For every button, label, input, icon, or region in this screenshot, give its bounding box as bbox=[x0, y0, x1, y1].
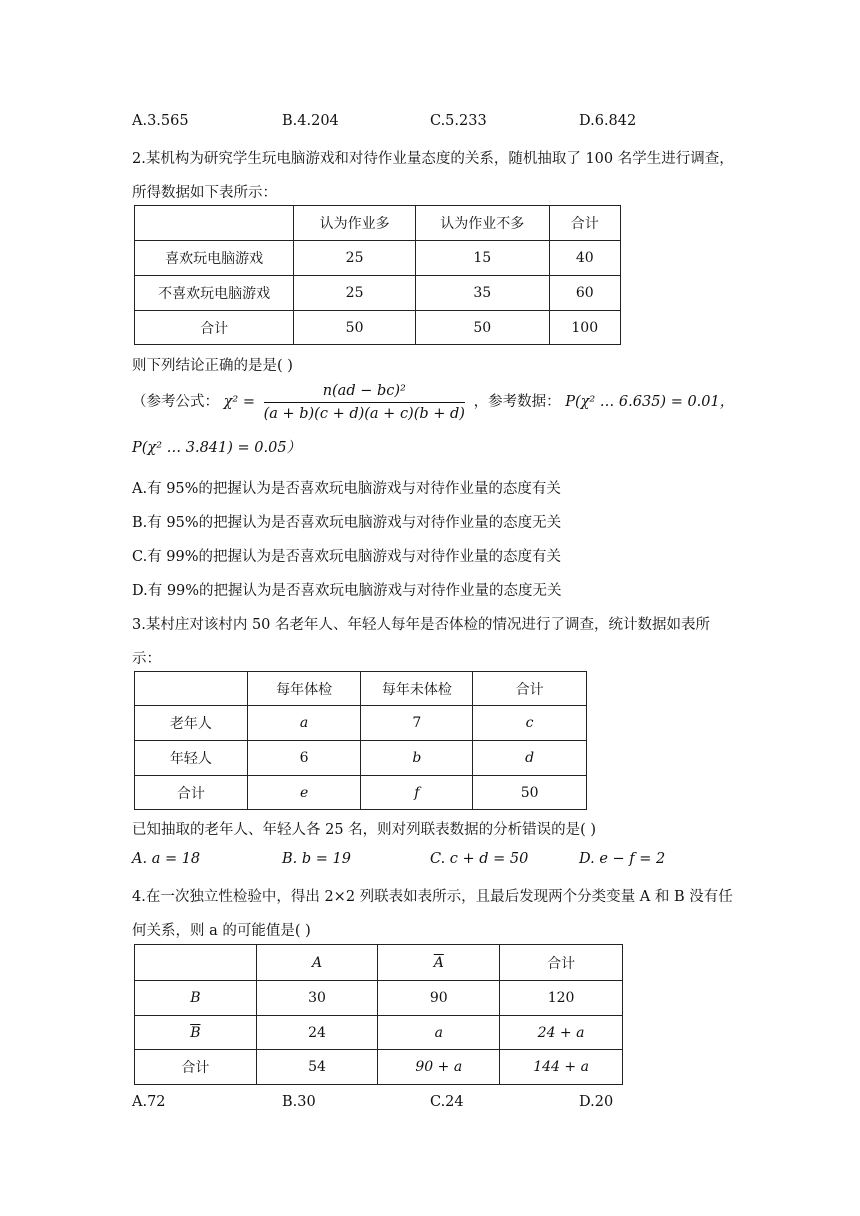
q4-header-cell bbox=[135, 945, 257, 981]
table-row bbox=[135, 706, 587, 741]
q2-cell: 15 bbox=[415, 241, 549, 276]
q3-stem-line1: 3.某村庄对该村内 50 名老年人、年轻人每年是否体检的情况进行了调查，统计数据如表所 bbox=[132, 617, 710, 633]
q3-cell: 年轻人 bbox=[135, 741, 248, 776]
q1-option-c: C.5.233 bbox=[430, 113, 487, 129]
q2-header-cell: 认为作业不多 bbox=[415, 206, 549, 241]
q4-row-b: B bbox=[135, 981, 257, 1016]
q2-option-b: B.有 95%的把握认为是否喜欢玩电脑游戏与对待作业量的态度无关 bbox=[132, 515, 562, 531]
q4-header-a: A bbox=[256, 945, 378, 981]
q4-table bbox=[134, 944, 623, 1085]
table-row bbox=[135, 276, 621, 311]
q2-table-header bbox=[135, 206, 621, 241]
q1-options bbox=[132, 113, 772, 133]
q4-header-cell: 合计 bbox=[500, 945, 623, 981]
table-row bbox=[135, 981, 623, 1016]
q4-cell: 合计 bbox=[135, 1050, 257, 1085]
q4-cell: 24 + a bbox=[500, 1016, 623, 1050]
q4-option-a: A.72 bbox=[132, 1094, 166, 1110]
q4-cell: 144 + a bbox=[500, 1050, 623, 1085]
table-row bbox=[135, 1050, 623, 1085]
q3-option-b: B. b = 19 bbox=[282, 851, 351, 867]
q4-cell: 120 bbox=[500, 981, 623, 1016]
q4-cell: 90 bbox=[378, 981, 500, 1016]
q3-cell: 6 bbox=[247, 741, 361, 776]
q2-formula-line bbox=[132, 380, 734, 424]
q3-cell: d bbox=[473, 741, 587, 776]
formula-denominator: (a + b)(c + d)(a + c)(b + d) bbox=[263, 405, 465, 422]
q3-question: 已知抽取的老年人、年轻人各 25 名，则对列联表数据的分析错误的是( ) bbox=[132, 822, 597, 838]
formula-prefix: （参考公式： bbox=[132, 394, 219, 410]
q2-stem-line1: 2.某机构为研究学生玩电脑游戏和对待作业量态度的关系，随机抽取了 100 名学生进行调查， bbox=[132, 151, 734, 167]
formula-numerator: n(ad − bc)² bbox=[264, 382, 465, 403]
formula-lhs: χ² = bbox=[223, 394, 255, 410]
q2-cell: 35 bbox=[415, 276, 549, 311]
q2-cell: 50 bbox=[294, 311, 416, 345]
q1-option-a: A.3.565 bbox=[132, 113, 189, 129]
table-row bbox=[135, 1016, 623, 1050]
q2-cell: 25 bbox=[294, 241, 416, 276]
q2-cell: 40 bbox=[549, 241, 620, 276]
q4-row-not-b: $\overline{B}$ bbox=[135, 1016, 257, 1050]
q2-option-c: C.有 99%的把握认为是否喜欢玩电脑游戏与对待作业量的态度有关 bbox=[132, 549, 562, 565]
table-row bbox=[135, 741, 587, 776]
table-row bbox=[135, 241, 621, 276]
q2-cell: 25 bbox=[294, 276, 416, 311]
ref-data-1: P(χ² … 6.635) = 0.01， bbox=[565, 394, 735, 410]
q3-option-a: A. a = 18 bbox=[132, 851, 201, 867]
q4-header-not-a: $\overline{A}$ bbox=[378, 945, 500, 981]
q3-cell: 老年人 bbox=[135, 706, 248, 741]
table-row bbox=[135, 311, 621, 345]
q3-cell: 7 bbox=[361, 706, 473, 741]
q2-cell: 合计 bbox=[135, 311, 294, 345]
q4-table-header bbox=[135, 945, 623, 981]
q3-option-d: D. e − f = 2 bbox=[579, 851, 666, 867]
formula-fraction bbox=[264, 382, 465, 423]
q2-header-cell: 合计 bbox=[549, 206, 620, 241]
q4-cell: 90 + a bbox=[378, 1050, 500, 1085]
q2-cell: 100 bbox=[549, 311, 620, 345]
q3-header-cell bbox=[135, 672, 248, 706]
q3-option-c: C. c + d = 50 bbox=[430, 851, 529, 867]
q2-header-cell bbox=[135, 206, 294, 241]
q3-cell: c bbox=[473, 706, 587, 741]
q2-question: 则下列结论正确的是是( ) bbox=[132, 358, 293, 374]
q4-cell: 24 bbox=[256, 1016, 378, 1050]
q4-option-d: D.20 bbox=[579, 1094, 614, 1110]
q3-cell: b bbox=[361, 741, 473, 776]
q4-options bbox=[132, 1094, 772, 1114]
q2-table bbox=[134, 205, 621, 345]
q2-option-a: A.有 95%的把握认为是否喜欢玩电脑游戏与对待作业量的态度有关 bbox=[132, 481, 561, 497]
q1-option-d: D.6.842 bbox=[579, 113, 637, 129]
q4-option-c: C.24 bbox=[430, 1094, 464, 1110]
q2-stem-line2: 所得数据如下表所示： bbox=[132, 185, 277, 201]
q3-cell: 50 bbox=[473, 776, 587, 810]
q3-header-cell: 合计 bbox=[473, 672, 587, 706]
q3-stem-line2: 示： bbox=[132, 651, 161, 667]
q1-option-b: B.4.204 bbox=[282, 113, 339, 129]
q3-options bbox=[132, 851, 772, 871]
q3-cell: e bbox=[247, 776, 361, 810]
q4-stem-line1: 4.在一次独立性检验中，得出 2×2 列联表如表所示，且最后发现两个分类变量 A 和 B 没有任 bbox=[132, 889, 733, 905]
table-row bbox=[135, 776, 587, 810]
q3-header-cell: 每年未体检 bbox=[361, 672, 473, 706]
q4-option-b: B.30 bbox=[282, 1094, 316, 1110]
q3-table-header bbox=[135, 672, 587, 706]
q4-stem-line2: 何关系，则 a 的可能值是( ) bbox=[132, 923, 311, 939]
q2-cell: 不喜欢玩电脑游戏 bbox=[135, 276, 294, 311]
q4-cell: a bbox=[378, 1016, 500, 1050]
q2-header-cell: 认为作业多 bbox=[294, 206, 416, 241]
q3-cell: 合计 bbox=[135, 776, 248, 810]
q3-cell: f bbox=[361, 776, 473, 810]
q2-cell: 喜欢玩电脑游戏 bbox=[135, 241, 294, 276]
ref-data-2: P(χ² … 3.841) = 0.05） bbox=[132, 440, 302, 456]
q3-cell: a bbox=[247, 706, 361, 741]
q3-header-cell: 每年体检 bbox=[247, 672, 361, 706]
ref-label: ，参考数据： bbox=[473, 394, 561, 410]
q2-cell: 50 bbox=[415, 311, 549, 345]
q4-cell: 30 bbox=[256, 981, 378, 1016]
q2-option-d: D.有 99%的把握认为是否喜欢玩电脑游戏与对待作业量的态度无关 bbox=[132, 583, 562, 599]
q3-table bbox=[134, 671, 587, 810]
q4-cell: 54 bbox=[256, 1050, 378, 1085]
q2-cell: 60 bbox=[549, 276, 620, 311]
